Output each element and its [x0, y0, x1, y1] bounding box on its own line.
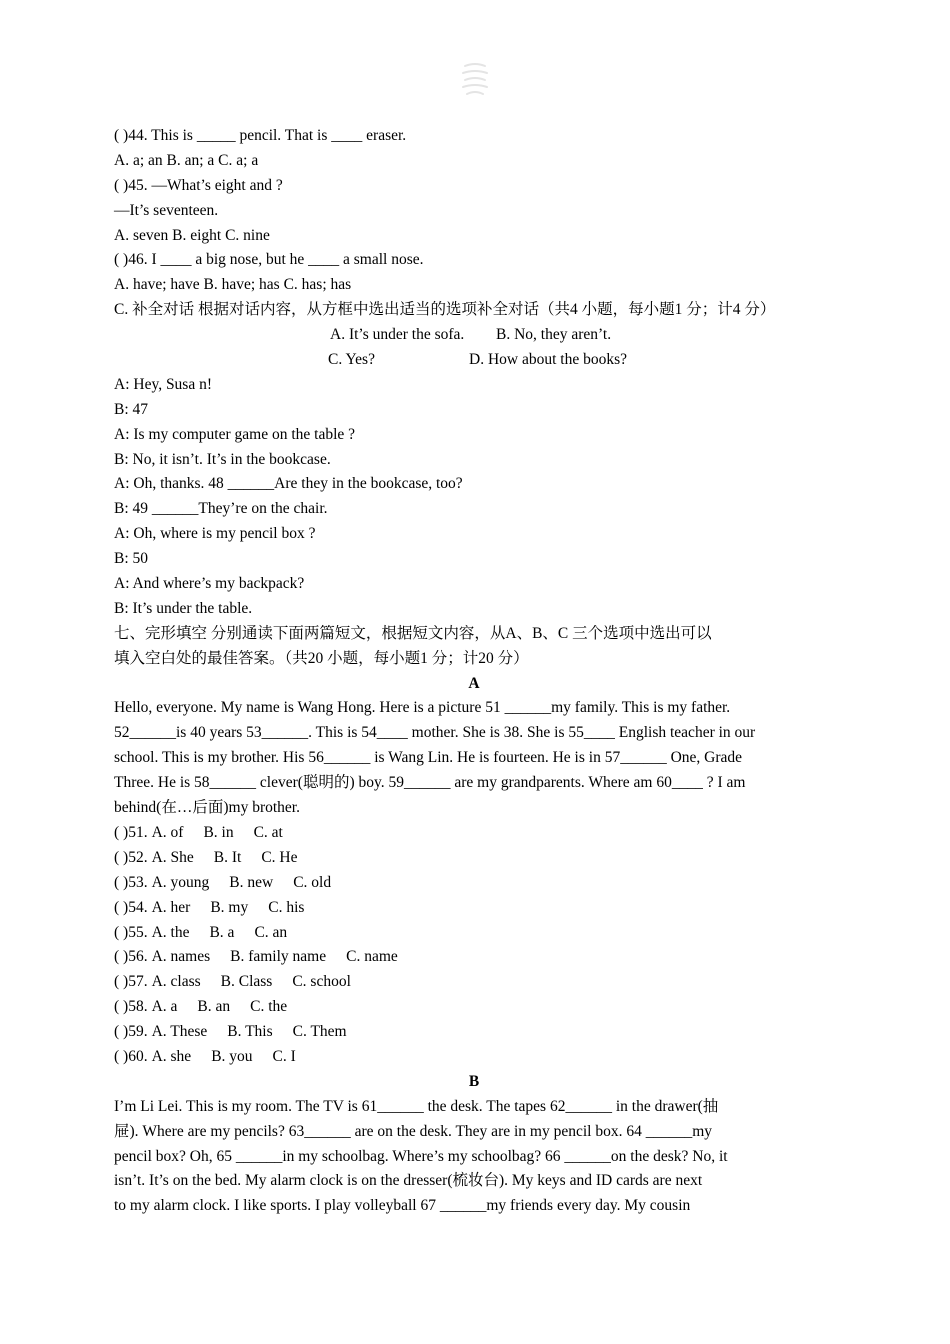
question-row: [114, 1045, 834, 1070]
question-block-44-46: [114, 124, 834, 323]
dialogue-line: A: Is my computer game on the table ?: [114, 425, 356, 443]
dialogue-line: A: Hey, Susa n!: [114, 375, 213, 393]
answer-option-a: A. names: [151, 948, 211, 966]
answer-option-b: B. family name: [230, 948, 327, 966]
answer-option-c: C. He: [261, 848, 298, 866]
question-number: ( )60.: [114, 1047, 148, 1065]
answer-option-b: B. a: [209, 923, 235, 941]
question-number: ( )52.: [114, 848, 148, 866]
answer-option-a: A. class: [151, 973, 201, 991]
question-row: [114, 970, 834, 995]
question-number: ( )58.: [114, 998, 148, 1016]
section-b-heading: B: [468, 1072, 480, 1090]
dialogue-block: [114, 373, 834, 672]
box-options-row-2: [114, 348, 834, 373]
question-row: [114, 921, 834, 946]
question-number: ( )54.: [114, 898, 148, 916]
dialogue-line: B: 47: [114, 400, 149, 418]
passage-a-line: school. This is my brother. His 56______ is Wang Lin. He is fourteen. He is in 57______ One, Grade: [114, 749, 743, 767]
box-options-row-1: [114, 323, 834, 348]
answer-option-b: B. you: [211, 1047, 253, 1065]
box-option-b: B. No, they aren’t.: [496, 326, 612, 344]
dialogue-line: B: 50: [114, 550, 149, 568]
box-option-a: A. It’s under the sofa.: [330, 326, 465, 344]
question-number: ( )55.: [114, 923, 148, 941]
dialogue-line: B: No, it isn’t. It’s in the bookcase.: [114, 450, 331, 468]
question-row: [114, 846, 834, 871]
answer-option-a: A. the: [151, 923, 190, 941]
text-line: ( )46. I ____ a big nose, but he ____ a small nose.: [114, 251, 424, 269]
text-line: ( )45. —What’s eight and ?: [114, 176, 283, 194]
section-a-heading: A: [468, 674, 480, 692]
passage-a-line: Hello, everyone. My name is Wang Hong. Here is a picture 51 ______my family. This is my father.: [114, 699, 731, 717]
question-number: ( )57.: [114, 973, 148, 991]
question-row: [114, 871, 834, 896]
question-row: [114, 995, 834, 1020]
passage-b-line: pencil box? Oh, 65 ______in my schoolbag. Where’s my schoolbag? 66 ______on the desk? No, it: [114, 1147, 728, 1165]
answer-option-c: C. school: [292, 973, 351, 991]
text-line: C. 补全对话 根据对话内容，从方框中选出适当的选项补全对话（共4 小题，每小题1 分；计4 分）: [114, 301, 776, 319]
text-line: ( )44. This is _____ pencil. That is ____ eraser.: [114, 127, 407, 144]
question-number: ( )53.: [114, 873, 148, 891]
answer-option-c: C. his: [268, 898, 305, 916]
answer-option-a: A. a: [151, 998, 178, 1016]
document-content: [114, 124, 834, 1219]
box-option-d: D. How about the books?: [469, 351, 627, 369]
answer-option-c: C. an: [254, 923, 288, 941]
dialogue-line: B: 49 ______They’re on the chair.: [114, 500, 328, 518]
passage-b-line: to my alarm clock. I like sports. I play volleyball 67 ______my friends every day. My cousin: [114, 1197, 691, 1215]
passage-b-line: I’m Li Lei. This is my room. The TV is 61______ the desk. The tapes 62______ in the drawer(抽: [114, 1097, 719, 1115]
text-line: —It’s seventeen.: [114, 201, 219, 219]
passage-b: [114, 1095, 834, 1219]
dialogue-line: A: Oh, thanks. 48 ______Are they in the bookcase, too?: [114, 475, 463, 493]
question-number: ( )59.: [114, 1023, 148, 1041]
answer-option-c: C. I: [272, 1047, 296, 1065]
question-number: ( )51.: [114, 823, 148, 841]
answer-option-b: B. It: [213, 848, 242, 866]
answer-option-a: A. young: [151, 873, 210, 891]
answer-option-c: C. Them: [292, 1023, 347, 1041]
box-option-c: C. Yes?: [328, 351, 375, 369]
dialogue-line: B: It’s under the table.: [114, 599, 253, 617]
text-line: A. seven B. eight C. nine: [114, 226, 270, 244]
answer-option-a: A. of: [151, 823, 184, 841]
answer-option-a: A. These: [151, 1023, 208, 1041]
question-row: [114, 945, 834, 970]
dialogue-line: 填入空白处的最佳答案。（共20 小题，每小题1 分；计20 分）: [114, 649, 529, 667]
answer-option-a: A. She: [151, 848, 194, 866]
text-line: A. a; an B. an; a C. a; a: [114, 151, 259, 169]
answer-option-b: B. new: [229, 873, 274, 891]
text-line: A. have; have B. have; has C. has; has: [114, 276, 352, 294]
answer-option-a: A. her: [151, 898, 191, 916]
answer-option-b: B. my: [210, 898, 249, 916]
answer-option-b: B. Class: [220, 973, 273, 991]
answer-option-a: A. she: [151, 1047, 192, 1065]
dialogue-line: 七、完形填空 分别通读下面两篇短文，根据短文内容，从A、B、C 三个选项中选出可以: [114, 624, 712, 642]
passage-a-line: 52______is 40 years 53______. This is 54____ mother. She is 38. She is 55____ English teacher in our: [114, 724, 756, 742]
answer-option-b: B. an: [197, 998, 231, 1016]
question-row: [114, 896, 834, 921]
passage-b-line: isn’t. It’s on the bed. My alarm clock is on the dresser(梳妆台). My keys and ID cards are next: [114, 1172, 703, 1190]
passage-b-line: 屉). Where are my pencils? 63______ are on the desk. They are in my pencil box. 64 ______my: [114, 1122, 713, 1140]
passage-a: [114, 696, 834, 820]
answer-option-c: C. old: [293, 873, 332, 891]
questions-51-60: [114, 821, 834, 1070]
answer-option-c: C. the: [250, 998, 288, 1016]
question-number: ( )56.: [114, 948, 148, 966]
dialogue-line: A: Oh, where is my pencil box ?: [114, 525, 316, 543]
question-row: [114, 1020, 834, 1045]
answer-option-c: C. at: [253, 823, 283, 841]
passage-a-line: Three. He is 58______ clever(聪明的) boy. 59______ are my grandparents. Where am 60____ ? I am: [114, 774, 746, 792]
watermark-logo-icon: [459, 60, 491, 100]
answer-option-c: C. name: [346, 948, 398, 966]
dialogue-line: A: And where’s my backpack?: [114, 575, 305, 593]
question-row: [114, 821, 834, 846]
answer-option-b: B. This: [227, 1023, 273, 1041]
passage-a-line: behind(在…后面)my brother.: [114, 799, 300, 817]
answer-option-b: B. in: [203, 823, 234, 841]
